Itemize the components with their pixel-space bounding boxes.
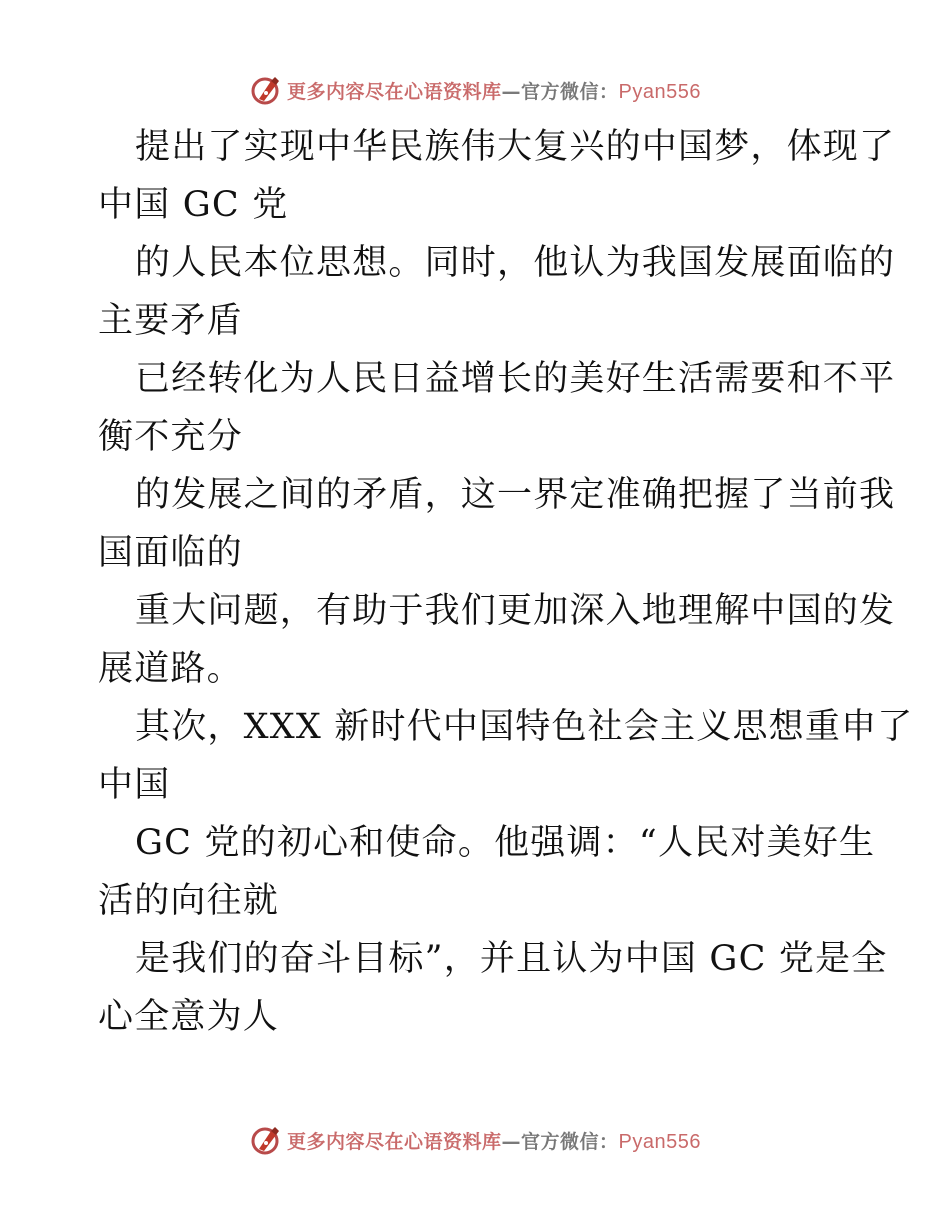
text-line: 已经转化为人民日益增长的美好生活需要和不平	[135, 359, 896, 399]
text-line: 国面临的	[98, 533, 243, 573]
text-line: GC 党的初心和使命。他强调：“人民对美好生	[135, 823, 876, 863]
text-line: 的人民本位思想。同时，他认为我国发展面临的	[135, 243, 896, 283]
text-line: 衡不充分	[98, 417, 243, 457]
pen-nib-logo-icon	[249, 73, 283, 107]
text-line: 主要矛盾	[98, 301, 243, 341]
header-separator: —	[501, 80, 522, 103]
text-line: 中国	[98, 765, 171, 805]
document-body	[98, 118, 914, 1046]
text-line: 其次，XXX 新时代中国特色社会主义思想重申了	[135, 707, 914, 747]
text-line: 心全意为人	[98, 997, 280, 1037]
text-line: 展道路。	[98, 649, 243, 689]
text-line: 活的向往就	[98, 881, 280, 921]
text-line: 是我们的奋斗目标”，并且认为中国 GC 党是全	[135, 939, 888, 979]
text-line: 的发展之间的矛盾，这一界定准确把握了当前我	[135, 475, 896, 515]
header-wechat-label: 官方微信：	[521, 80, 619, 103]
text-line: 提出了实现中华民族伟大复兴的中国梦，体现了	[135, 127, 896, 167]
header-watermark	[0, 70, 950, 110]
pen-nib-logo-icon	[249, 1123, 283, 1157]
header-wechat-id: Pyan556	[618, 80, 701, 103]
footer-wechat-id: Pyan556	[618, 1130, 701, 1153]
header-site-text: 更多内容尽在心语资料库	[287, 80, 502, 103]
footer-watermark	[0, 1120, 950, 1160]
text-line: 重大问题，有助于我们更加深入地理解中国的发	[135, 591, 896, 631]
footer-site-text: 更多内容尽在心语资料库	[287, 1130, 502, 1153]
footer-wechat-label: 官方微信：	[521, 1130, 619, 1153]
text-line: 中国 GC 党	[98, 185, 289, 225]
footer-separator: —	[501, 1130, 522, 1153]
